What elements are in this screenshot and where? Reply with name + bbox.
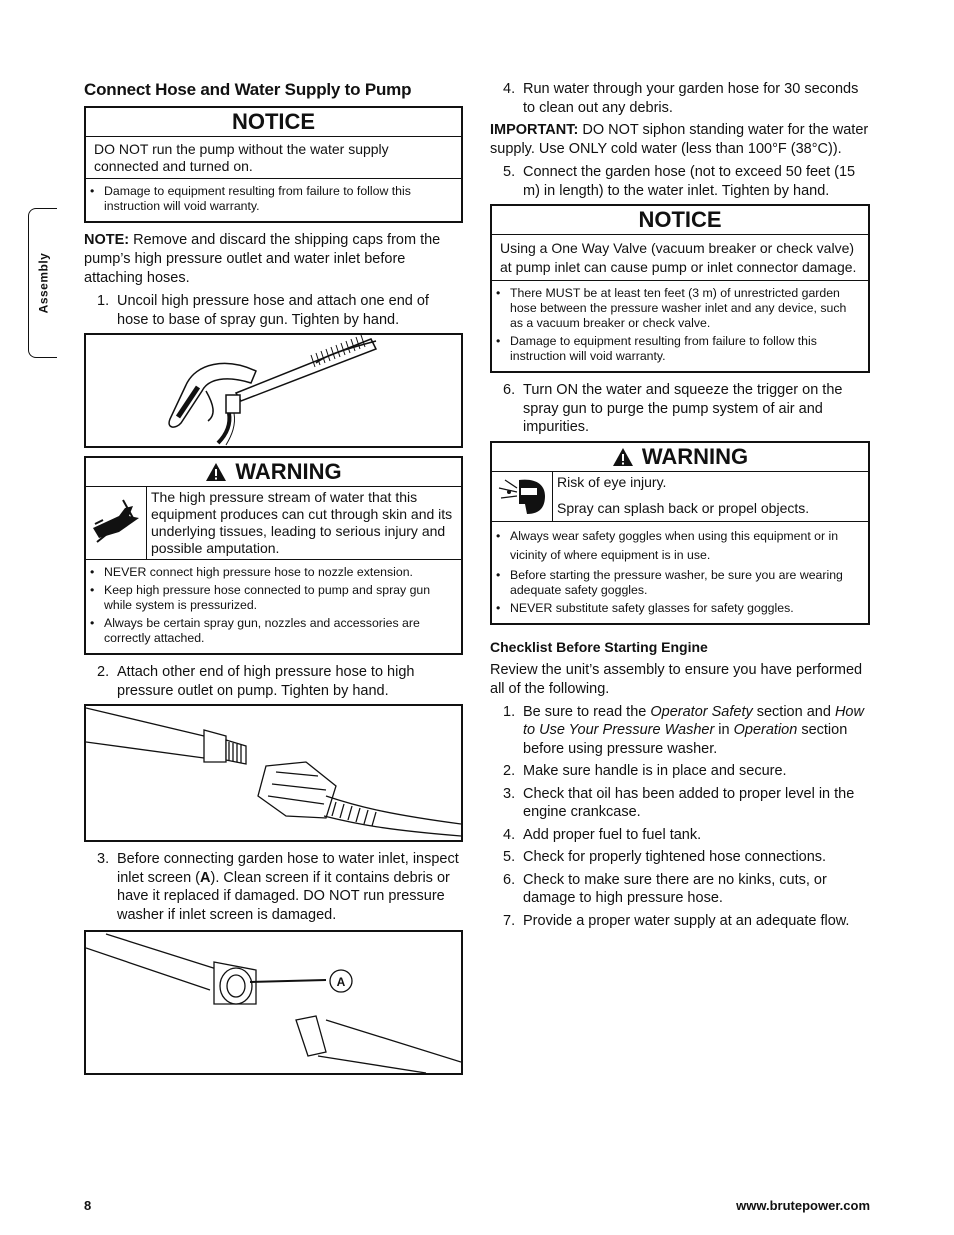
hose-outlet-illustration (86, 706, 461, 840)
step-text: Provide a proper water supply at an adequate flow. (523, 912, 850, 929)
warning-bullet: • Always wear safety goggles when using this equipment or in vicinity of where equipment is in use. (510, 527, 860, 565)
step-text: Add proper fuel to fuel tank. (523, 826, 702, 843)
notice-box-1 (84, 106, 463, 223)
warning-line-2: Spray can splash back or propel objects. (557, 499, 810, 516)
warning-header (492, 443, 868, 472)
steps-list-2 (84, 663, 463, 700)
step-item (490, 163, 870, 200)
checklist-item (490, 871, 870, 908)
important-label: IMPORTANT: (490, 122, 579, 138)
step-text: Check that oil has been added to proper level in the engine crankcase. (523, 785, 855, 820)
step-number: 7. (503, 912, 516, 929)
checklist-item (490, 912, 870, 931)
step-item (490, 381, 870, 437)
note-label: NOTE: (84, 232, 130, 248)
warning-box-2 (490, 441, 870, 625)
warning-content-row (492, 472, 868, 522)
warning-bullet: • NEVER connect high pressure hose to nozzle extension. (104, 565, 453, 580)
step-number: 1. (97, 293, 110, 309)
checklist-item (490, 826, 870, 845)
checklist-item (490, 785, 870, 822)
important-paragraph (490, 121, 870, 159)
step-number: 2. (503, 763, 516, 779)
steps-list-6 (490, 381, 870, 437)
warning-bullet: • NEVER substitute safety glasses for safety goggles. (510, 601, 860, 616)
step-text: section before using pressure washer. (523, 722, 848, 757)
step-number: 2. (97, 664, 110, 680)
warning-bullet: • Always be certain spray gun, nozzles and accessories are correctly attached. (104, 616, 453, 646)
step-text: Check for properly tightened hose connections. (523, 849, 827, 865)
step-text: section and (752, 703, 835, 720)
warning-bullets (492, 522, 868, 623)
right-column (490, 78, 870, 934)
step-text-italic: How to Use Your Pressure Washer (523, 703, 864, 738)
step-number: 3. (97, 851, 110, 867)
step-number: 6. (503, 871, 516, 888)
step-number: 3. (503, 785, 516, 802)
step-text: Make sure handle is in place and secure. (523, 763, 787, 779)
notice-bullets (492, 281, 868, 371)
step-text: Be sure to read the (523, 703, 651, 720)
checklist-item (490, 762, 870, 781)
steps-list-4 (490, 80, 870, 117)
step-text: Attach other end of high pressure hose to high pressure outlet on pump. Tighten by hand. (117, 664, 415, 699)
warning-line-1: Risk of eye injury. (557, 473, 667, 490)
page-number: 8 (84, 1198, 92, 1213)
step-number: 5. (503, 849, 516, 865)
step-item (84, 292, 463, 329)
note-text: Remove and discard the shipping caps from the pump’s high pressure outlet and water inlet before attaching hoses. (84, 232, 441, 286)
step-text: ). Clean screen if it contains debris or have it replaced if damaged. DO NOT run pressure washer if inlet screen is damaged. (117, 869, 450, 923)
step-item (490, 80, 870, 117)
checklist-list (490, 703, 870, 931)
step-text-bold: A (200, 869, 211, 886)
step-text: in (714, 722, 734, 738)
warning-message (553, 472, 813, 521)
note-paragraph (84, 231, 463, 288)
spray-gun-figure (84, 333, 463, 448)
step-item (84, 663, 463, 700)
step-text: Uncoil high pressure hose and attach one end of hose to base of spray gun. Tighten by hand. (117, 293, 429, 328)
step-number: 1. (503, 703, 516, 720)
notice-header: NOTICE (86, 108, 461, 137)
notice-box-2 (490, 204, 870, 373)
warning-header (86, 458, 461, 487)
section-tab-label: Assembly (36, 252, 51, 314)
inlet-screen-figure (84, 930, 463, 1075)
steps-list-1 (84, 292, 463, 329)
step-text-italic: Operation (733, 722, 798, 738)
warning-title: WARNING (641, 443, 749, 469)
warning-message: The high pressure stream of water that this equipment produces can cut through skin and its underlying tissues, leading to serious injury and possible amputation. (151, 489, 453, 556)
section-title: Connect Hose and Water Supply to Pump (84, 80, 412, 99)
important-text: DO NOT siphon standing water for the water supply. Use ONLY cold water (less than 100°F (38°C)). (490, 122, 869, 157)
step-text: Before connecting garden hose to water inlet, inspect inlet screen ( (117, 851, 459, 886)
section-tab (28, 208, 57, 358)
checklist-item (490, 703, 870, 759)
warning-bullet: • Before starting the pressure washer, be sure you are wearing adequate safety goggles. (510, 568, 860, 598)
warning-title: WARNING (235, 459, 342, 484)
warning-triangle-icon (205, 462, 227, 482)
step-text: Connect the garden hose (not to exceed 50 feet (15 m) in length) to the water inlet. Tighten by hand. (523, 164, 856, 199)
step-number: 6. (503, 382, 516, 398)
eye-injury-hazard-icon (492, 472, 553, 521)
notice-header: NOTICE (492, 206, 868, 235)
checklist-title: Checklist Before Starting Engine (490, 638, 708, 655)
steps-list-5 (490, 163, 870, 200)
step-text: Turn ON the water and squeeze the trigger on the spray gun to purge the pump system of air and impurities. (523, 382, 843, 435)
notice-bullet: • Damage to equipment resulting from failure to follow this instruction will void warranty. (104, 184, 453, 214)
inlet-screen-illustration (86, 932, 461, 1073)
step-item (84, 850, 463, 924)
warning-triangle-icon (612, 447, 634, 467)
checklist-item (490, 848, 870, 867)
notice-bullets (86, 179, 461, 221)
steps-list-3 (84, 850, 463, 924)
step-text: Check to make sure there are no kinks, cuts, or damage to high pressure hose. (523, 871, 827, 906)
warning-bullet: • Keep high pressure hose connected to pump and spray gun while system is pressurized. (104, 583, 453, 613)
notice-message: DO NOT run the pump without the water supply connected and turned on. (86, 137, 461, 179)
step-text-italic: Operator Safety (650, 703, 753, 720)
spray-gun-illustration (86, 335, 461, 446)
callout-a-label: A (336, 975, 346, 989)
warning-content-row (86, 487, 461, 560)
step-text: Run water through your garden hose for 30 seconds to clean out any debris. (523, 81, 859, 116)
pump-outlet-figure (84, 704, 463, 842)
hand-injection-hazard-icon (86, 487, 147, 559)
step-number: 5. (503, 164, 516, 180)
warning-bullets (86, 560, 461, 653)
warning-box-1 (84, 456, 463, 655)
step-number: 4. (503, 826, 516, 843)
notice-bullet: • There MUST be at least ten feet (3 m) of unrestricted garden hose between the pressure washer inlet and any device, such as a vacuum breaker or check valve. (510, 286, 860, 331)
notice-message: Using a One Way Valve (vacuum breaker or check valve) at pump inlet can cause pump or inlet connector damage. (492, 235, 868, 281)
website-link[interactable]: www.brutepower.com (736, 1198, 870, 1213)
left-column (84, 78, 463, 1083)
step-number: 4. (503, 81, 516, 97)
checklist-intro: Review the unit’s assembly to ensure you have performed all of the following. (490, 661, 863, 697)
notice-bullet: • Damage to equipment resulting from failure to follow this instruction will void warranty. (510, 334, 860, 364)
